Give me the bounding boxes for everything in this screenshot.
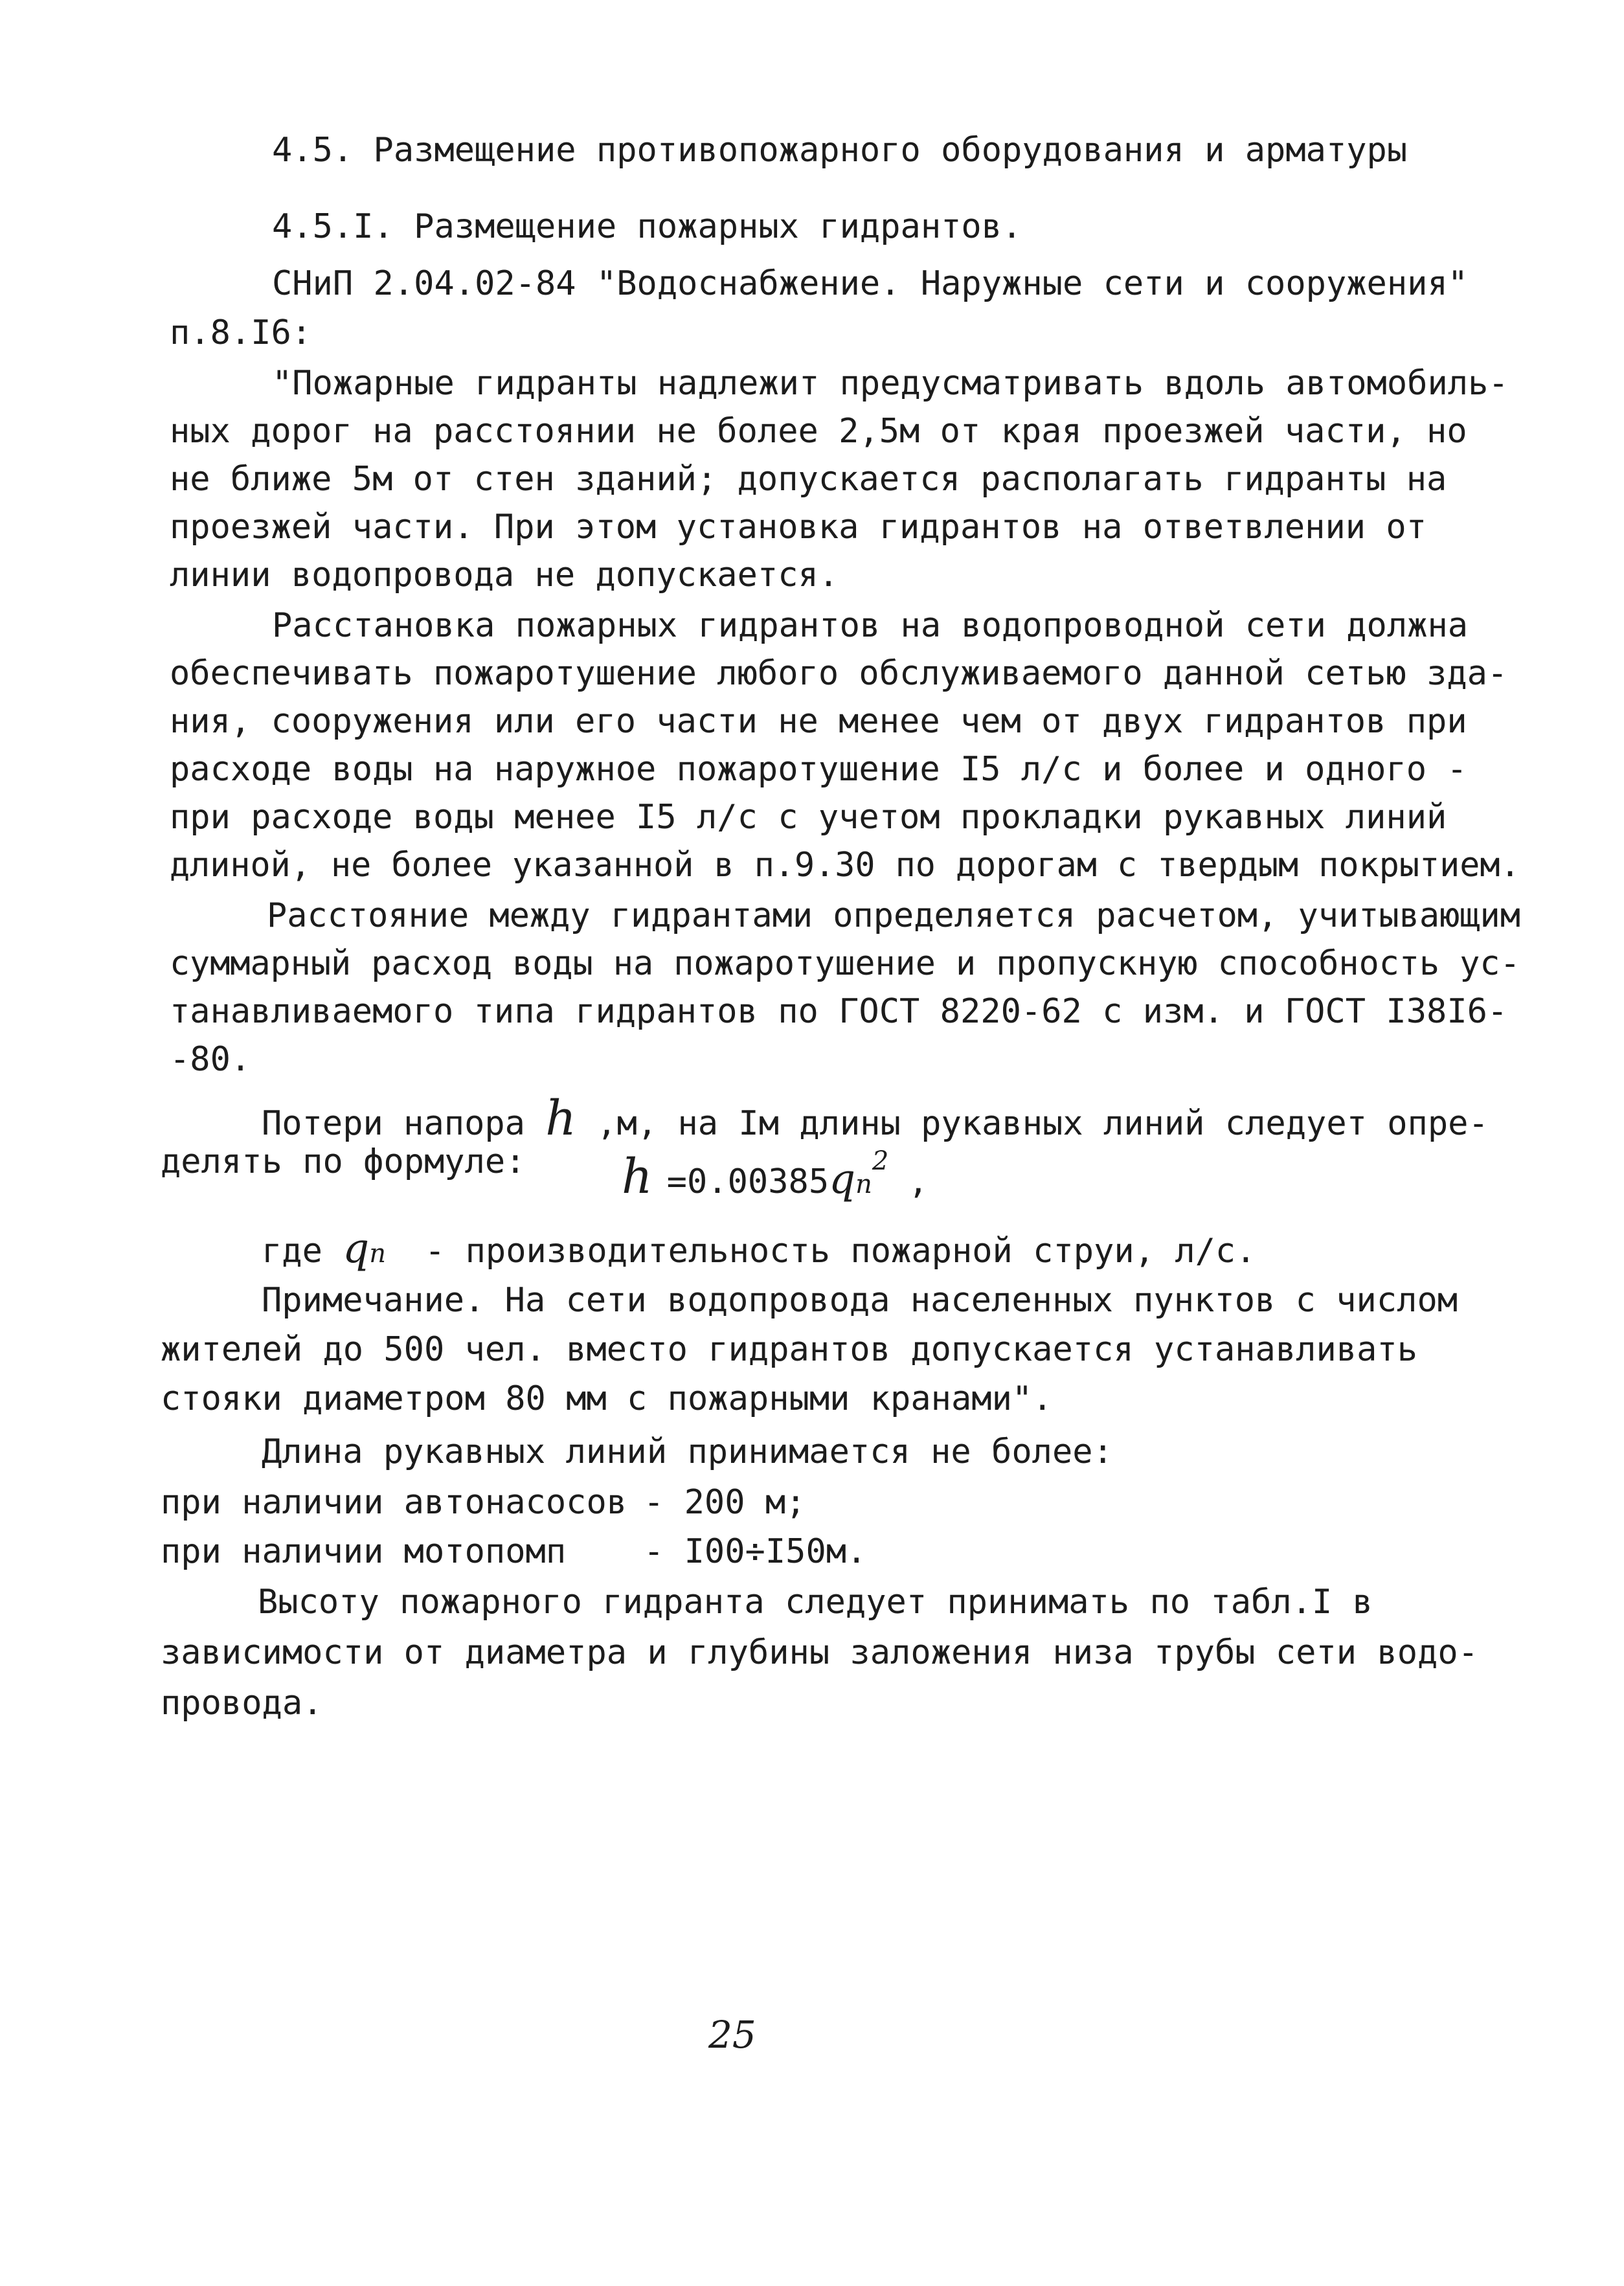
hose-length-motopumps-label: при наличии мотопомп: [161, 1532, 567, 1571]
quote-p3-line: Расстояние между гидрантами определяется расчетом, учитывающим: [267, 896, 1520, 935]
head-loss-line: [262, 1091, 1489, 1146]
formula-q-subscript: n: [855, 1170, 872, 1199]
quote-p2-line: Расстановка пожарных гидрантов на водопроводной сети должна: [272, 606, 1469, 645]
hose-length-motopumps-value: - I00÷I50м.: [644, 1532, 867, 1571]
hose-length-pumps-label: при наличии автонасосов: [161, 1483, 627, 1522]
note-line: стояки диаметром 80 мм с пожарными кранами".: [161, 1379, 1053, 1418]
quote-p2-line: ния, сооружения или его части не менее чем от двух гидрантов при: [170, 702, 1467, 741]
where-description: - производительность пожарной струи, л/с.: [424, 1232, 1256, 1271]
head-loss-formula: [622, 1146, 929, 1205]
quote-p1-line: линии водопровода не допускается.: [170, 556, 839, 594]
height-para-line: зависимости от диаметра и глубины заложения низа трубы сети водо-: [161, 1633, 1478, 1672]
formula-coefficient: =0.00385: [666, 1162, 829, 1201]
where-prefix: где: [262, 1232, 343, 1271]
page-number: 25: [708, 2013, 756, 2057]
formula-comma: ,: [908, 1162, 929, 1201]
formula-exponent: 2: [872, 1146, 889, 1176]
note-line: жителей до 500 чел. вместо гидрантов допускается устанавливать: [161, 1330, 1418, 1369]
where-q-symbol: q: [343, 1225, 370, 1273]
height-para-line: провода.: [161, 1684, 323, 1723]
note-line: Примечание. На сети водопровода населенных пунктов с числом: [262, 1281, 1458, 1320]
hose-length-pumps-value: - 200 м;: [644, 1483, 806, 1522]
snip-reference-clause: п.8.I6:: [170, 313, 312, 352]
quote-p2-line: при расходе воды менее I5 л/с с учетом прокладки рукавных линий: [170, 798, 1447, 837]
quote-p3-line: суммарный расход воды на пожаротушение и пропускную способность ус-: [170, 944, 1520, 983]
snip-reference-line: СНиП 2.04.02-84 "Водоснабжение. Наружные сети и сооружения": [272, 264, 1469, 303]
quote-p3-line: танавливаемого типа гидрантов по ГОСТ 8220-62 с изм. и ГОСТ I38I6-: [170, 992, 1508, 1031]
where-line: [262, 1225, 1256, 1273]
quote-p2-line: расходе воды на наружное пожаротушение I5 л/с и более и одного -: [170, 750, 1467, 789]
quote-p1-line: не ближе 5м от стен зданий; допускается располагать гидранты на: [170, 460, 1447, 499]
section-title: 4.5. Размещение противопожарного оборудования и арматуры: [272, 131, 1408, 170]
formula-h-symbol: h: [622, 1149, 653, 1205]
where-q-subscript: n: [369, 1239, 386, 1269]
hose-length-intro: Длина рукавных линий принимается не более:: [262, 1432, 1113, 1471]
quote-p1-line: проезжей части. При этом установка гидрантов на ответвлении от: [170, 508, 1427, 547]
head-loss-h-symbol: h: [545, 1091, 576, 1146]
head-loss-text-after: ,м, на Iм длины рукавных линий следует опре-: [576, 1104, 1489, 1143]
formula-q-symbol: q: [829, 1155, 856, 1203]
quote-p1-line: "Пожарные гидранты надлежит предусматривать вдоль автомобиль-: [272, 364, 1509, 403]
subsection-title: 4.5.I. Размещение пожарных гидрантов.: [272, 207, 1022, 246]
quote-p2-line: обеспечивать пожаротушение любого обслуживаемого данной сетью зда-: [170, 654, 1508, 693]
quote-p3-line: -80.: [170, 1040, 251, 1079]
quote-p1-line: ных дорог на расстоянии не более 2,5м от края проезжей части, но: [170, 412, 1467, 451]
formula-intro: делять по формуле:: [161, 1142, 526, 1181]
head-loss-text-before: Потери напора: [262, 1104, 546, 1143]
quote-p2-line: длиной, не более указанной в п.9.30 по дорогам с твердым покрытием.: [170, 846, 1520, 885]
height-para-line: Высоту пожарного гидранта следует принимать по табл.I в: [258, 1583, 1373, 1622]
